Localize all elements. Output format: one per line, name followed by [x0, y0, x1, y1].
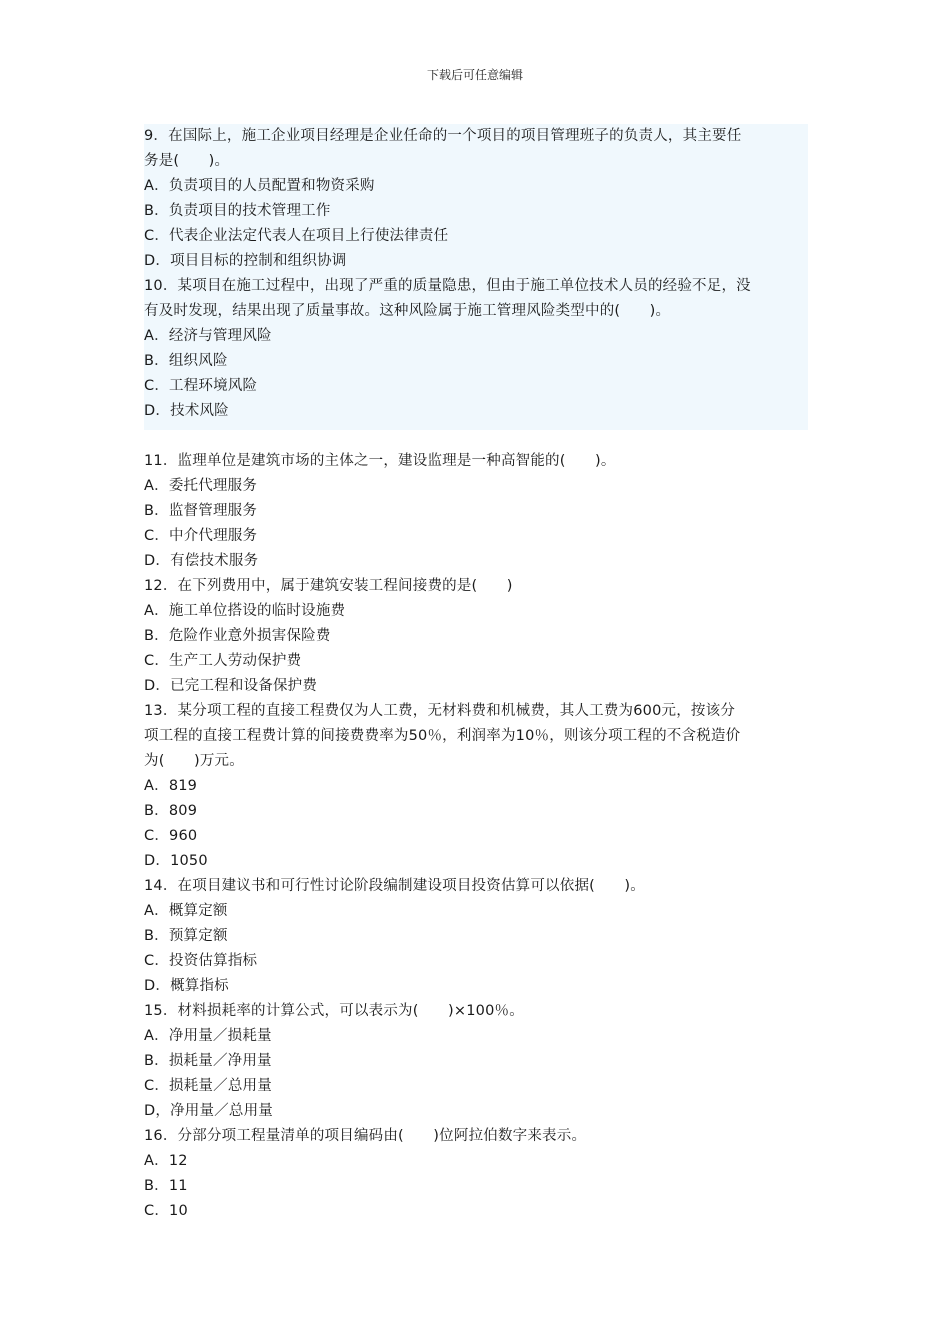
option-line: A．施工单位搭设的临时设施费: [144, 603, 346, 619]
option-line: D．技术风险: [144, 403, 229, 419]
option-line: B．损耗量／净用量: [144, 1053, 272, 1069]
spacer: [144, 430, 808, 449]
option-line: B．809: [144, 803, 198, 819]
question-content: [144, 124, 808, 1224]
option-line: D．项目目标的控制和组织协调: [144, 253, 347, 269]
option-line: C．10: [144, 1203, 188, 1219]
text-line: 12．在下列费用中，属于建筑安装工程间接费的是( ): [144, 578, 513, 594]
option-line: B．负责项目的技术管理工作: [144, 203, 331, 219]
text-line: 11．监理单位是建筑市场的主体之一，建设监理是一种高智能的( )。: [144, 453, 616, 469]
option-line: D．概算指标: [144, 978, 229, 994]
text-line: 15．材料损耗率的计算公式，可以表示为( )×100％。: [144, 1003, 524, 1019]
option-line: B．组织风险: [144, 353, 228, 369]
text-line: 10．某项目在施工过程中，出现了严重的质量隐患，但由于施工单位技术人员的经验不足，没: [144, 278, 751, 294]
option-line: C．中介代理服务: [144, 528, 258, 544]
option-line: A．委托代理服务: [144, 478, 258, 494]
option-line: C．工程环境风险: [144, 378, 258, 394]
option-line: A．净用量／损耗量: [144, 1028, 272, 1044]
option-line: D．1050: [144, 853, 208, 869]
option-line: D，净用量／总用量: [144, 1103, 273, 1119]
text-line: 9．在国际上，施工企业项目经理是企业任命的一个项目的项目管理班子的负责人，其主要任: [144, 128, 742, 144]
option-line: C．代表企业法定代表人在项目上行使法律责任: [144, 228, 449, 244]
option-line: C．投资估算指标: [144, 953, 258, 969]
option-line: C．960: [144, 828, 198, 844]
option-line: A．概算定额: [144, 903, 228, 919]
highlighted-questions-block: [144, 124, 808, 430]
text-line: 14．在项目建议书和可行性讨论阶段编制建设项目投资估算可以依据( )。: [144, 878, 645, 894]
text-line: 16．分部分项工程量清单的项目编码由( )位阿拉伯数字来表示。: [144, 1128, 587, 1144]
text-line: 项工程的直接工程费计算的间接费费率为50％，利润率为10％，则该分项工程的不含税造价: [144, 728, 741, 744]
text-line: 13．某分项工程的直接工程费仅为人工费，无材料费和机械费，其人工费为600元，按该分: [144, 703, 736, 719]
option-line: A．经济与管理风险: [144, 328, 272, 344]
option-line: C．损耗量／总用量: [144, 1078, 272, 1094]
text-line: 有及时发现，结果出现了质量事故。这种风险属于施工管理风险类型中的( )。: [144, 303, 671, 319]
option-line: B．监督管理服务: [144, 503, 258, 519]
option-line: B．预算定额: [144, 928, 228, 944]
option-line: A．负责项目的人员配置和物资采购: [144, 178, 375, 194]
option-line: A．12: [144, 1153, 188, 1169]
page-header-note: 下载后可任意编辑: [426, 68, 523, 82]
option-line: A．819: [144, 778, 198, 794]
option-line: D．有偿技术服务: [144, 553, 259, 569]
questions-block: [144, 449, 808, 1224]
option-line: B．危险作业意外损害保险费: [144, 628, 331, 644]
option-line: D．已完工程和设备保护费: [144, 678, 318, 694]
text-line: 为( )万元。: [144, 753, 244, 769]
text-line: 务是( )。: [144, 153, 230, 169]
option-line: B．11: [144, 1178, 188, 1194]
option-line: C．生产工人劳动保护费: [144, 653, 302, 669]
